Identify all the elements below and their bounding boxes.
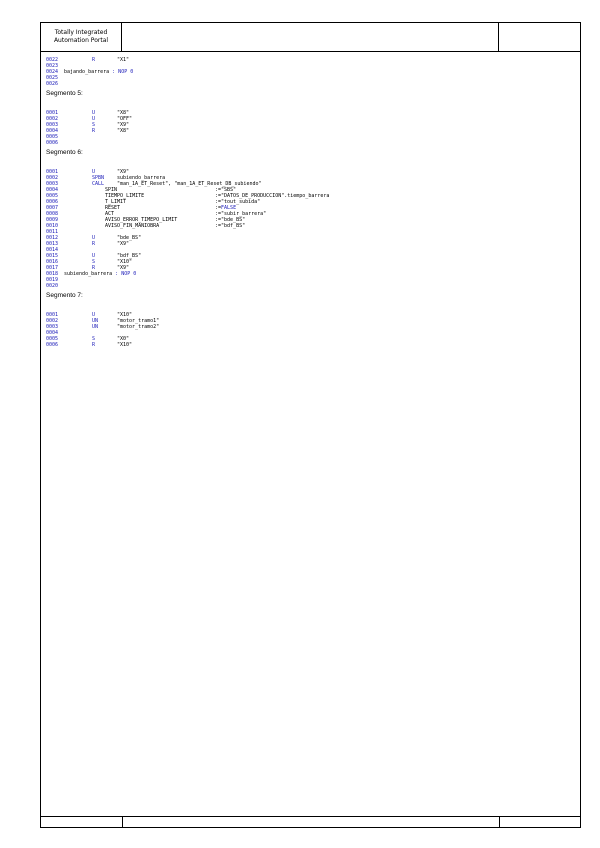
instruction: R (92, 241, 96, 247)
line-number: 0019 (46, 277, 59, 283)
code-line (46, 140, 576, 146)
parameter-name: RESET (105, 205, 121, 211)
parameter-name: AVISO_FIN_MANIOBRA (105, 223, 160, 229)
instruction: UN (92, 324, 99, 330)
line-number: 0004 (46, 187, 59, 193)
instruction: U (92, 110, 96, 116)
line-number: 0003 (46, 324, 59, 330)
assign-operator: := (215, 205, 222, 211)
line-number: 0002 (46, 116, 59, 122)
logo-line-1: Totally Integrated (54, 29, 108, 36)
line-number: 0002 (46, 318, 59, 324)
line-number: 0008 (46, 211, 59, 217)
parameter-name: ACT (105, 211, 115, 217)
operand: "bdf_BS" (117, 253, 142, 259)
instruction: R (92, 128, 96, 134)
parameter-name: TIEMPO_LIMITE (105, 193, 145, 199)
line-number: 0006 (46, 342, 59, 348)
operand: "X10" (117, 259, 133, 265)
header-title-cell (122, 23, 499, 51)
operand: "motor_tramo2" (117, 324, 160, 330)
parameter-value: :="DATOS_DE_PRODUCCION".tiempo_barrera (215, 193, 330, 199)
segment-title: Segmento 5: (46, 90, 83, 97)
line-number: 0026 (46, 81, 59, 87)
instruction: U (92, 253, 96, 259)
line-number: 0012 (46, 235, 59, 241)
line-number: 0022 (46, 57, 59, 63)
line-number: 0001 (46, 110, 59, 116)
line-number: 0003 (46, 122, 59, 128)
line-number: 0004 (46, 330, 59, 336)
operand: "X9" (117, 265, 130, 271)
logo-line-2: Automation Portal (53, 37, 109, 44)
operand: "X9" (117, 241, 130, 247)
code-line (46, 81, 576, 87)
parameter-name: SPIN (105, 187, 118, 193)
line-number: 0020 (46, 283, 59, 289)
line-number: 0006 (46, 140, 59, 146)
header-right-cell (499, 23, 580, 51)
code-block (46, 169, 576, 289)
parameter-value: :="bdf_BS" (215, 223, 246, 229)
footer-divider-left (122, 817, 123, 827)
code-listing (46, 54, 576, 348)
line-number: 0009 (46, 217, 59, 223)
line-number: 0025 (46, 75, 59, 81)
line-number: 0005 (46, 134, 59, 140)
literal-value: FALSE (221, 205, 237, 211)
instruction: S (92, 122, 96, 128)
operand: "X8" (117, 128, 130, 134)
line-number: 0018 (46, 271, 59, 277)
code-line (46, 283, 576, 289)
tia-portal-logo (41, 23, 122, 51)
footer-divider-right (499, 817, 500, 827)
line-number: 0006 (46, 199, 59, 205)
jump-label: bajando_barrera (64, 69, 110, 75)
nop-instruction: : NOP 0 (112, 271, 137, 277)
line-number: 0004 (46, 128, 59, 134)
instruction: S (92, 259, 96, 265)
line-number: 0001 (46, 312, 59, 318)
segment-title: Segmento 6: (46, 149, 83, 156)
parameter-name: T_LIMIT (105, 199, 127, 205)
parameter-value: :="SBS" (215, 187, 237, 193)
page-frame (40, 22, 581, 828)
operand: "man_1A_ET_Reset", "man_1A_ET_Reset_DB_subiendo" (117, 181, 262, 187)
code-block (46, 57, 576, 87)
line-number: 0005 (46, 193, 59, 199)
line-number: 0010 (46, 223, 59, 229)
instruction: R (92, 342, 96, 348)
operand: subiendo_barrera (117, 175, 166, 181)
instruction: S (92, 336, 96, 342)
line-number: 0023 (46, 63, 59, 69)
line-number: 0007 (46, 205, 59, 211)
instruction: SPBN (92, 175, 105, 181)
operand: "X1" (117, 57, 130, 63)
parameter-value: :="tout_subida" (215, 199, 261, 205)
line-number: 0001 (46, 169, 59, 175)
operand: "X10" (117, 312, 133, 318)
jump-label: subiendo_barrera (64, 271, 113, 277)
operand: "OFF" (117, 116, 133, 122)
instruction: R (92, 265, 96, 271)
line-number: 0003 (46, 181, 59, 187)
instruction: U (92, 235, 96, 241)
nop-instruction: : NOP 0 (109, 69, 134, 75)
parameter-name: AVISO_ERROR_TIMEPO_LIMIT (105, 217, 178, 223)
line-number: 0011 (46, 229, 59, 235)
operand: "X0" (117, 336, 130, 342)
operand: "X10" (117, 342, 133, 348)
line-number: 0016 (46, 259, 59, 265)
line-number: 0014 (46, 247, 59, 253)
page-footer (41, 816, 580, 827)
operand: "X9" (117, 122, 130, 128)
line-number: 0013 (46, 241, 59, 247)
instruction: R (92, 57, 96, 63)
line-number: 0002 (46, 175, 59, 181)
operand: "bde_BS" (117, 235, 142, 241)
code-block (46, 110, 576, 146)
operand: "X8" (117, 110, 130, 116)
instruction: U (92, 312, 96, 318)
line-number: 0015 (46, 253, 59, 259)
operand: "X9" (117, 169, 130, 175)
segment-title: Segmento 7: (46, 292, 83, 299)
code-block (46, 312, 576, 348)
parameter-value: :="subir_barrera" (215, 211, 267, 217)
code-line (46, 342, 576, 348)
operand: "motor_tramo1" (117, 318, 160, 324)
instruction: CALL (92, 181, 105, 187)
line-number: 0024 (46, 69, 59, 75)
line-number: 0005 (46, 336, 59, 342)
page-header (41, 23, 580, 52)
instruction: U (92, 169, 96, 175)
line-number: 0017 (46, 265, 59, 271)
parameter-value: :="bde_BS" (215, 217, 246, 223)
instruction: U (92, 116, 96, 122)
instruction: UN (92, 318, 99, 324)
